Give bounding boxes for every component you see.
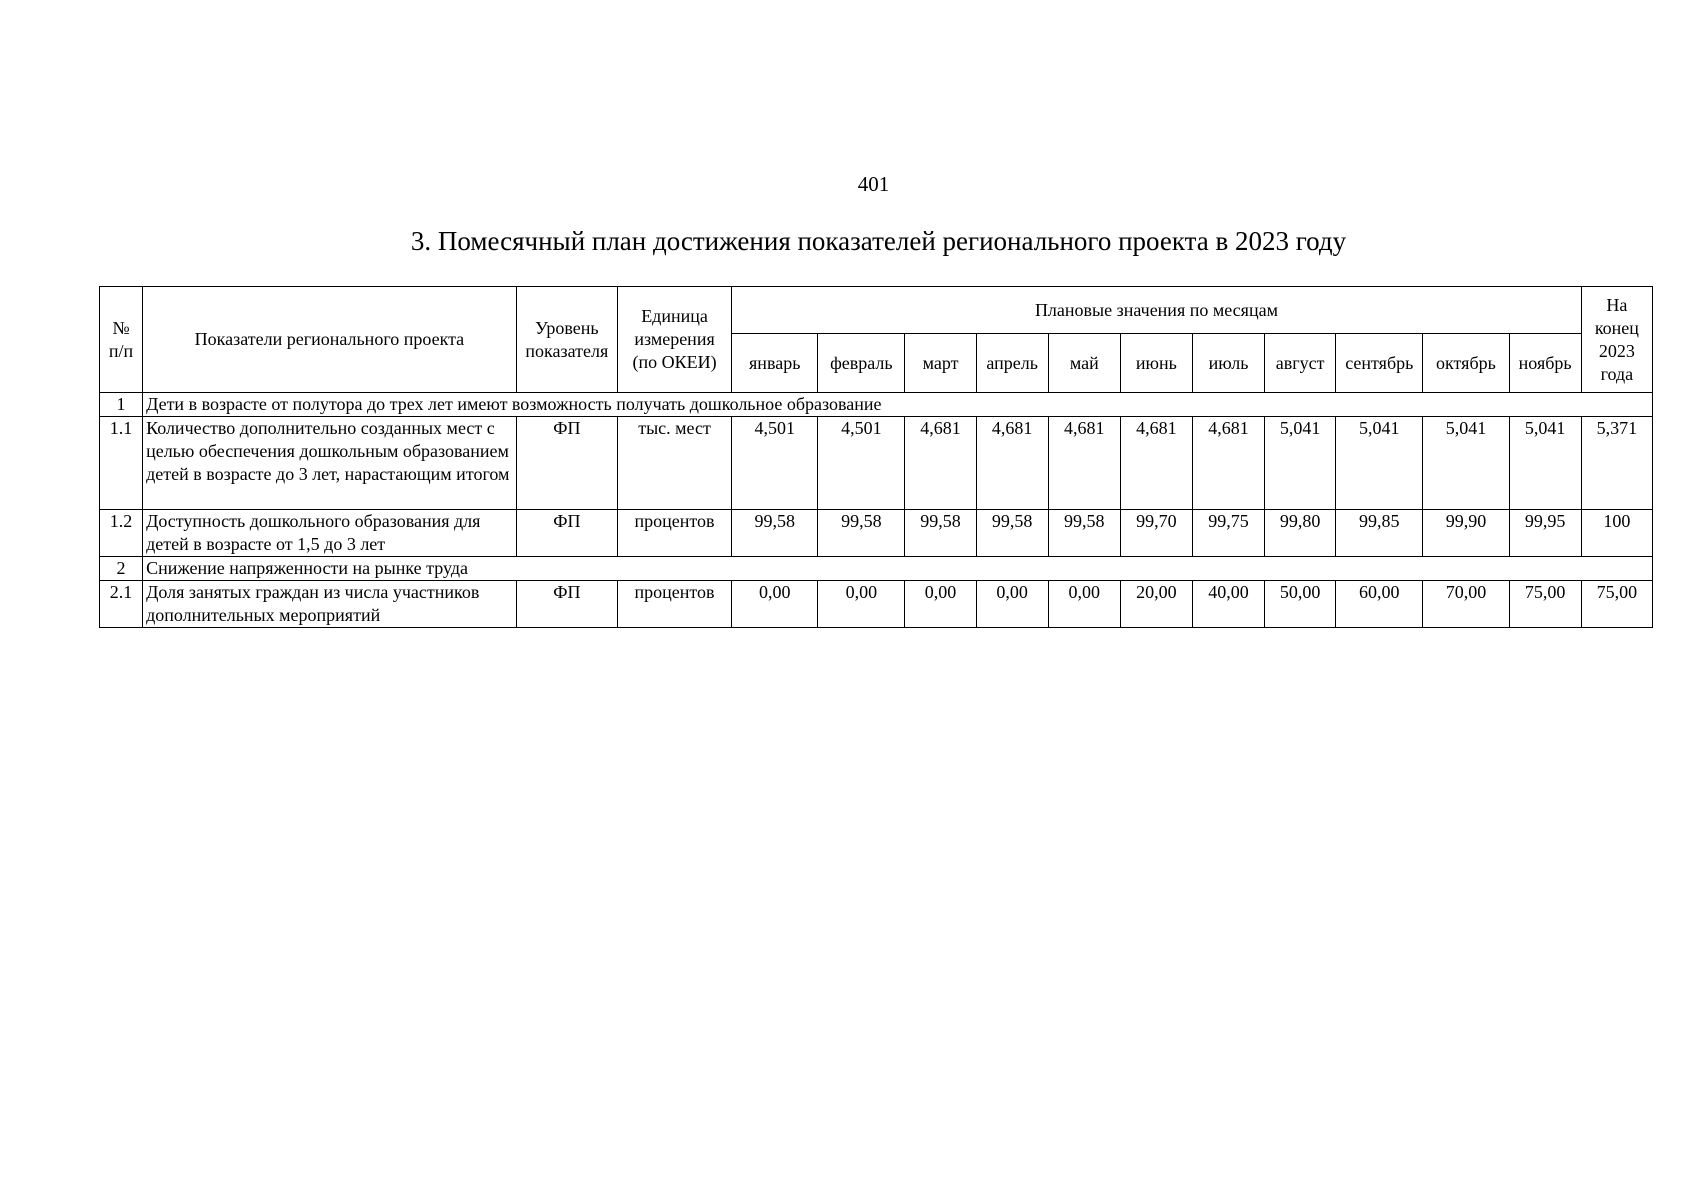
row-num: 1.1: [100, 417, 143, 510]
row-month-value: 50,00: [1265, 581, 1336, 628]
row-unit: процентов: [617, 581, 731, 628]
table-row: [100, 581, 1653, 628]
table-body: [100, 393, 1653, 628]
row-level: ФП: [516, 510, 617, 557]
row-month-value: 4,501: [732, 417, 818, 510]
row-month-value: 99,58: [818, 510, 905, 557]
month-header: сентябрь: [1336, 334, 1423, 393]
row-indicator-name: Доля занятых граждан из числа участников дополнительных мероприятий: [143, 581, 517, 628]
row-month-value: 0,00: [976, 581, 1048, 628]
row-month-value: 99,70: [1120, 510, 1192, 557]
row-month-value: 99,75: [1192, 510, 1264, 557]
section-title: Дети в возрасте от полутора до трех лет имеют возможность получать дошкольное образование: [143, 393, 1653, 417]
row-month-value: 4,501: [818, 417, 905, 510]
table-header-row: [100, 287, 1653, 334]
row-month-value: 0,00: [905, 581, 976, 628]
row-month-value: 99,58: [732, 510, 818, 557]
page-number: 401: [857, 172, 890, 196]
row-month-value: 99,90: [1423, 510, 1509, 557]
row-num: 2.1: [100, 581, 143, 628]
row-month-value: 5,041: [1509, 417, 1581, 510]
header-planned: Плановые значения по месяцам: [732, 287, 1582, 334]
row-end-value: 100: [1581, 510, 1652, 557]
section-row: [100, 557, 1653, 581]
row-num: 1.2: [100, 510, 143, 557]
month-header: февраль: [818, 334, 905, 393]
row-month-value: 0,00: [1048, 581, 1120, 628]
table-row: [100, 510, 1653, 557]
row-month-value: 4,681: [1120, 417, 1192, 510]
section-num: 2: [100, 557, 143, 581]
row-month-value: 0,00: [732, 581, 818, 628]
section-row: [100, 393, 1653, 417]
section-num: 1: [100, 393, 143, 417]
row-indicator-name: Доступность дошкольного образования для детей в возрасте от 1,5 до 3 лет: [143, 510, 517, 557]
row-month-value: 99,58: [976, 510, 1048, 557]
row-month-value: 4,681: [905, 417, 976, 510]
header-indicators: Показатели регионального проекта: [143, 287, 517, 393]
row-month-value: 75,00: [1509, 581, 1581, 628]
month-header: март: [905, 334, 976, 393]
row-level: ФП: [516, 581, 617, 628]
row-month-value: 0,00: [818, 581, 905, 628]
month-header: май: [1048, 334, 1120, 393]
row-month-value: 4,681: [976, 417, 1048, 510]
month-header: апрель: [976, 334, 1048, 393]
month-header: ноябрь: [1509, 334, 1581, 393]
month-header: июнь: [1120, 334, 1192, 393]
monthly-plan-table: [99, 286, 1653, 628]
table-row: [100, 417, 1653, 510]
row-unit: тыс. мест: [617, 417, 731, 510]
month-header: август: [1265, 334, 1336, 393]
row-end-value: 75,00: [1581, 581, 1652, 628]
row-month-value: 5,041: [1265, 417, 1336, 510]
row-unit: процентов: [617, 510, 731, 557]
header-end-of-year: На конец 2023 года: [1581, 287, 1652, 393]
row-month-value: 4,681: [1048, 417, 1120, 510]
header-unit: Единица измерения (по ОКЕИ): [617, 287, 731, 393]
header-level: Уровень показателя: [516, 287, 617, 393]
section-title: Снижение напряженности на рынке труда: [143, 557, 1653, 581]
row-month-value: 5,041: [1336, 417, 1423, 510]
row-month-value: 99,58: [1048, 510, 1120, 557]
month-header: октябрь: [1423, 334, 1509, 393]
row-indicator-name: Количество дополнительно созданных мест с целью обеспечения дошкольным образованием детей в возрасте до 3 лет, нарастающим итогом: [143, 417, 517, 510]
row-month-value: 99,58: [905, 510, 976, 557]
header-num: № п/п: [100, 287, 143, 393]
row-month-value: 40,00: [1192, 581, 1264, 628]
row-month-value: 60,00: [1336, 581, 1423, 628]
document-title: 3. Помесячный план достижения показателей регионального проекта в 2023 году: [410, 226, 1347, 256]
row-level: ФП: [516, 417, 617, 510]
row-month-value: 5,041: [1423, 417, 1509, 510]
row-month-value: 99,85: [1336, 510, 1423, 557]
row-month-value: 20,00: [1120, 581, 1192, 628]
row-month-value: 99,80: [1265, 510, 1336, 557]
row-month-value: 4,681: [1192, 417, 1264, 510]
month-header: январь: [732, 334, 818, 393]
row-month-value: 70,00: [1423, 581, 1509, 628]
row-month-value: 99,95: [1509, 510, 1581, 557]
row-end-value: 5,371: [1581, 417, 1652, 510]
month-header: июль: [1192, 334, 1264, 393]
